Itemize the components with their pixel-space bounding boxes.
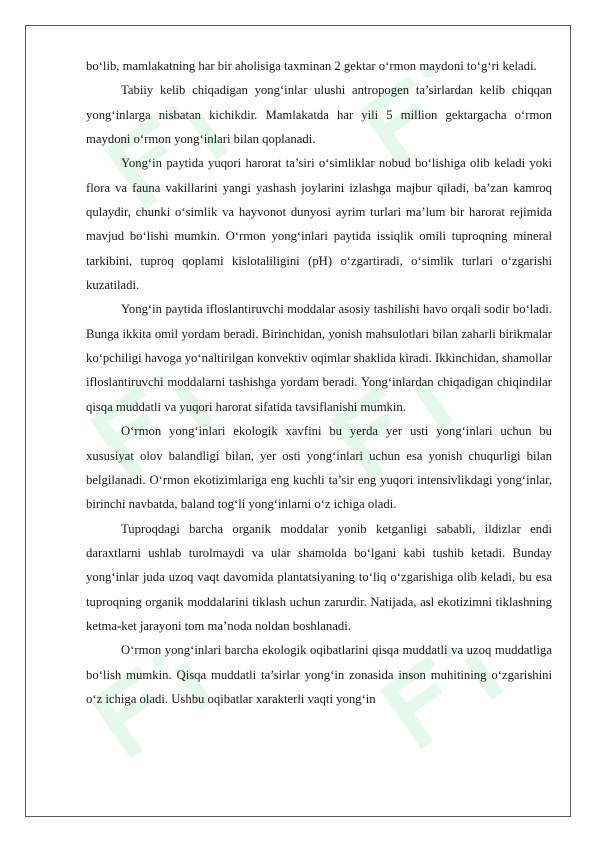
paragraph-continuation: bo‘lib, mamlakatning har bir aholisiga taxminan 2 gektar o‘rmon maydoni to‘g‘ri keladi. — [86, 59, 537, 73]
paragraph: Tabiiy kelib chiqadigan yong‘inlar ulushi antropogen ta’sirlardan kelib chiqqan yong‘inlarga nisbatan kichikdir. Mamlakatda har yili 5 million gektargacha o‘rmon maydoni o‘rmon yong‘inlari bilan qoplanadi. — [86, 83, 552, 147]
body-text — [86, 54, 552, 711]
paragraph: Yong‘in paytida yuqori harorat ta’siri o‘simliklar nobud bo‘lishiga olib keladi yoki flora va fauna vakillarini yangi yashash joylarini izlashga majbur qiladi, ba’zan kamroq qulaydir, chunki o‘simlik va hayvonot dunyosi ayrim turlari ma’lum bir harorat rejimida mavjud bo‘lishi mumkin. O‘rmon yong‘inlari paytida issiqlik omili tuproqning mineral tarkibini, tuproq qoplami kislotaliligini (pH) o‘zgartiradi, o‘simlik turlari o‘zgarishi kuzatiladi. — [86, 156, 552, 293]
paragraph: Tuproqdagi barcha organik moddalar yonib ketganligi sababli, ildizlar endi daraxtlarni ushlab turolmaydi va ular shamolda bo‘lgani kabi tushib ketadi. Bunday yong‘inlar juda uzoq vaqt davomida plantatsiyaning to‘liq o‘zgarishiga olib keladi, bu esa tuproqning organik moddalarini tiklash uchun zarurdir. Natijada, asl ekotizimni tiklashning ketma-ket jarayoni tom ma’noda noldan boshlanadi. — [86, 521, 552, 633]
paragraph: Yong‘in paytida ifloslantiruvchi moddalar asosiy tashilishi havo orqali sodir bo‘ladi. Bunga ikkita omil yordam beradi. Birinchidan, yonish mahsulotlari bilan zaharli birikmalar ko‘pchiligi havoga yo‘naltirilgan konvektiv oqimlar shaklida kiradi. Ikkinchidan, shamollar ifloslantiruvchi moddalarni tashishga yordam beradi. Yong‘inlardan chiqadigan chiqindilar qisqa muddatli va yuqori harorat sifatida tavsiflanishi mumkin. — [86, 302, 552, 414]
paragraph: O‘rmon yong‘inlari ekologik xavfini bu yerda yer usti yong‘inlari uchun bu xususiyat olov balandligi bilan, yer osti yong‘inlari uchun esa yonish chuqurligi bilan belgilanadi. O‘rmon ekotizimlariga eng kuchli ta’sir eng yuqori intensivlikdagi yong‘inlar, birinchi navbatda, baland tog‘li yong‘inlarni o‘z ichiga oladi. — [86, 424, 552, 512]
paragraph: O‘rmon yong‘inlari barcha ekologik oqibatlarini qisqa muddatli va uzoq muddatliga bo‘lish mumkin. Qisqa muddatli ta’sirlar yong‘in zonasida inson muhitining o‘zgarishini o‘z ichiga oladi. Ushbu oqibatlar xarakterli vaqti yong‘in — [86, 643, 552, 706]
